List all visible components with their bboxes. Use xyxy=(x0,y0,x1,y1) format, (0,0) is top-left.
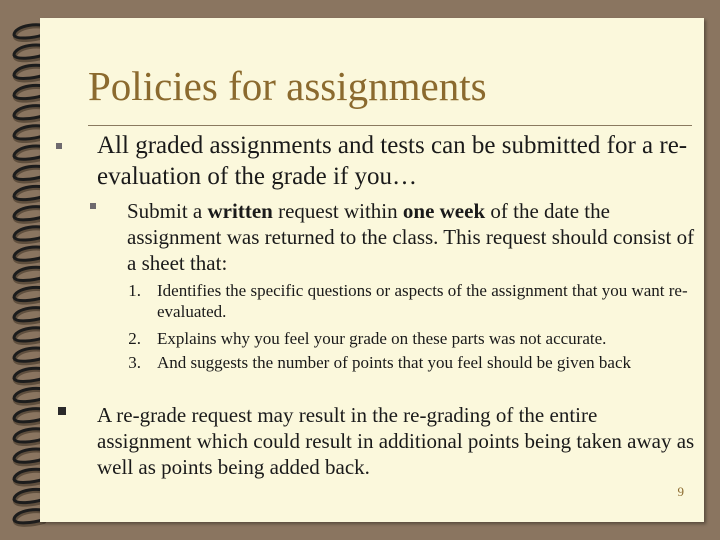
list-number-2: 2. xyxy=(128,329,141,348)
list-item-3: And suggests the number of points that you feel should be given back xyxy=(157,353,632,372)
square-bullet-icon xyxy=(56,143,62,149)
sub-bullet-part-1: Submit a xyxy=(127,199,208,223)
sub-bullet-part-2: request within xyxy=(272,199,403,223)
title-divider xyxy=(88,125,692,126)
list-number-3: 3. xyxy=(128,353,141,372)
list-item-1: Identifies the specific questions or aspects of the assignment that you want re-evaluated. xyxy=(157,281,688,321)
list-number-1: 1. xyxy=(128,281,141,300)
bullet-2-text: A re-grade request may result in the re-grading of the entire assignment which could result in additional points being taken away as well as points being added back. xyxy=(97,403,695,479)
sub-bullet-text xyxy=(127,198,697,276)
square-bullet-icon xyxy=(58,407,66,415)
slide-title: Policies for assignments xyxy=(88,63,487,109)
sub-bullet-part-3: of the date the assignment was returned to the class. This request should consist of a sheet that: xyxy=(127,199,695,275)
list-item-2: Explains why you feel your grade on these parts was not accurate. xyxy=(157,329,607,348)
bullet-1-text: All graded assignments and tests can be submitted for a re-evaluation of the grade if you… xyxy=(97,132,688,190)
square-bullet-icon xyxy=(90,203,96,209)
page-number: 9 xyxy=(677,484,684,499)
slide xyxy=(40,18,704,522)
sub-bullet-emphasis-written: written xyxy=(207,199,273,223)
sub-bullet-emphasis-one-week: one week xyxy=(402,199,486,223)
